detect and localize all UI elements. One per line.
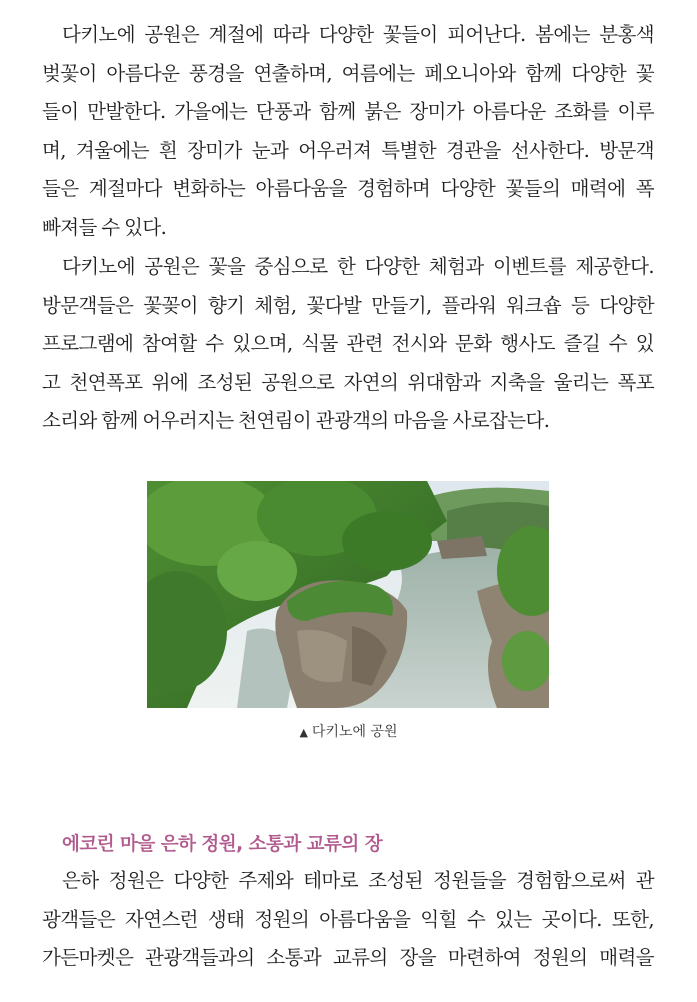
paragraph-seasons <box>42 16 654 248</box>
text-line: 들이 만발한다. 가을에는 단풍과 함께 붉은 장미가 아름다운 조화를 이루 <box>42 100 654 124</box>
paragraph-programs <box>42 248 654 441</box>
text-line: 가든마켓은 관광객들과의 소통과 교류의 장을 마련하여 정원의 매력을 <box>42 946 654 970</box>
text-line: 고 천연폭포 위에 조성된 공원으로 자연의 위대함과 지축을 울리는 폭포 <box>42 370 654 394</box>
text-line: 들은 계절마다 변화하는 아름다움을 경험하며 다양한 꽃들의 매력에 폭 <box>42 177 654 201</box>
text-line: 며, 겨울에는 흰 장미가 눈과 어우러져 특별한 경관을 선사한다. 방문객 <box>42 138 654 162</box>
paragraph-garden <box>42 862 654 978</box>
park-photo <box>147 481 549 708</box>
figure-caption <box>0 721 697 741</box>
text-line: 광객들은 자연스런 생태 정원의 아름다움을 익힐 수 있는 곳이다. 또한, <box>42 907 654 931</box>
text-line: 벚꽃이 아름다운 풍경을 연출하며, 여름에는 페오니아와 함께 다양한 꽃 <box>42 61 654 85</box>
text-line: 다키노에 공원은 계절에 따라 다양한 꽃들이 피어난다. 봄에는 분홍색 <box>62 23 654 46</box>
section-heading: 에코린 마을 은하 정원, 소통과 교류의 장 <box>62 834 383 855</box>
caption-text: 다키노에 공원 <box>311 724 398 740</box>
text-line: 은하 정원은 다양한 주제와 테마로 조성된 정원들을 경험함으로써 관 <box>62 869 654 892</box>
text-line: 방문객들은 꽃꽂이 향기 체험, 꽃다발 만들기, 플라워 워크숍 등 다양한 <box>42 293 654 317</box>
text-line: 빠져들 수 있다. <box>42 215 167 239</box>
text-line: 프로그램에 참여할 수 있으며, 식물 관련 전시와 문화 행사도 즐길 수 있 <box>42 332 654 356</box>
text-line: 다키노에 공원은 꽃을 중심으로 한 다양한 체험과 이벤트를 제공한다. <box>62 255 654 278</box>
triangle-marker-icon: ▲ <box>299 726 308 739</box>
text-line: 소리와 함께 어우러지는 천연림이 관광객의 마음을 사로잡는다. <box>42 409 550 433</box>
